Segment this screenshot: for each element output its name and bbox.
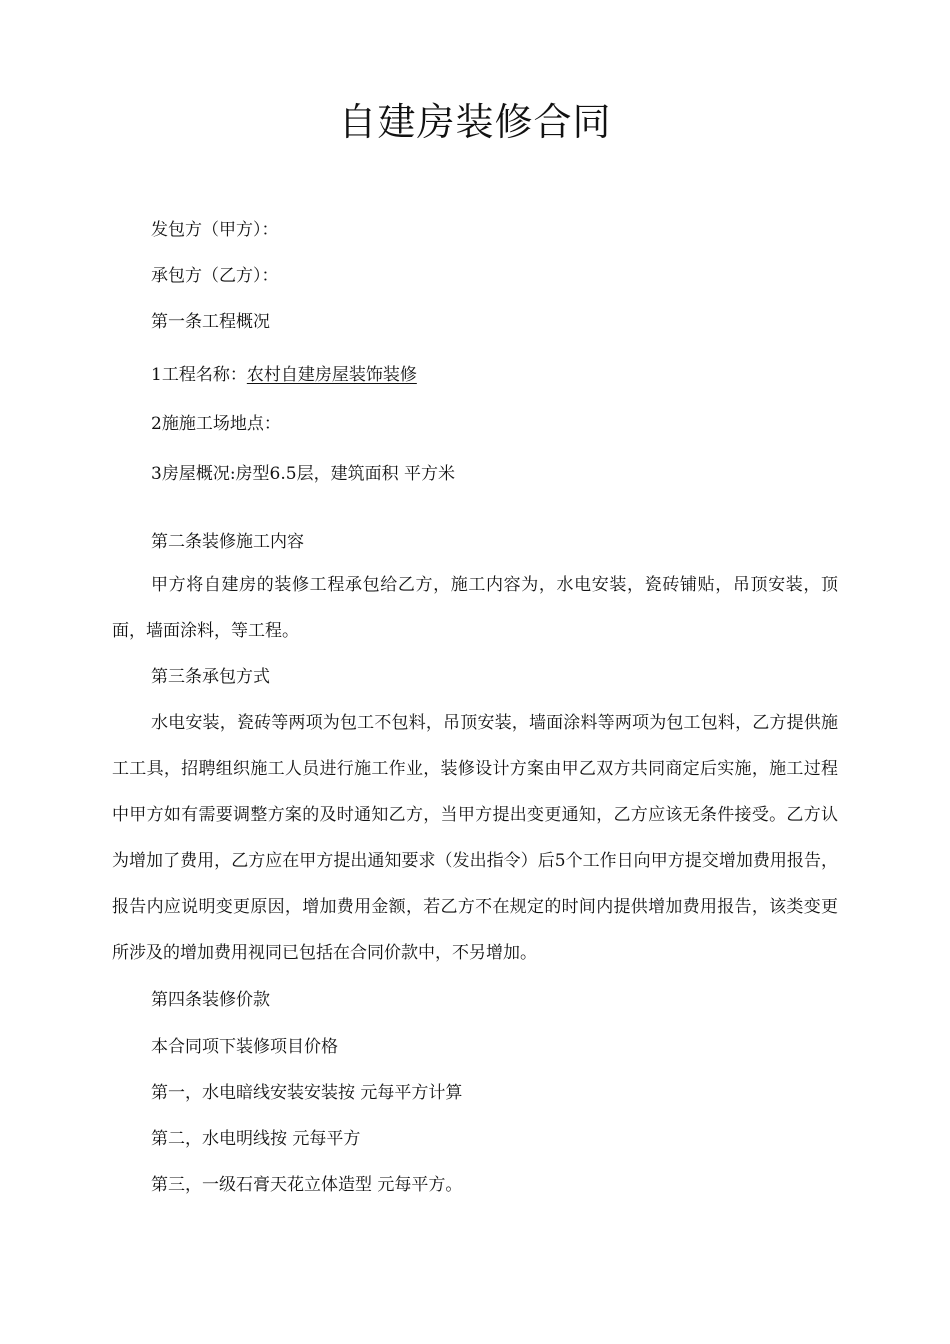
article-1-item-2: 2施施工场地点： [151,414,281,434]
article-4-item-3: 第三，一级石膏天花立体造型 元每平方。 [151,1175,463,1195]
article-2-heading: 第二条装修施工内容 [151,532,304,552]
article-4-item-1: 第一，水电暗线安装安装按 元每平方计算 [151,1083,463,1103]
document-title: 自建房装修合同 [338,100,612,144]
article-4-item-2: 第二，水电明线按 元每平方 [151,1129,361,1149]
project-name-label: 1工程名称： [151,365,247,385]
article-3-heading: 第三条承包方式 [151,667,270,687]
article-3-body: 水电安装，瓷砖等两项为包工不包料，吊顶安装，墙面涂料等两项为包工包料，乙方提供施工工具，招聘组织施工人员进行施工作业，装修设计方案由甲乙双方共同商定后实施，施工过程中甲方如有需要调整方案的及时通知乙方，当甲方提出变更通知，乙方应该无条件接受。乙方认为增加了费用，乙方应在甲方提出通知要求（发出指令）后5个工作日向甲方提交增加费用报告，报告内应说明变更原因，增加费用金额，若乙方不在规定的时间内提供增加费用报告，该类变更所涉及的增加费用视同已包括在合同价款中，不另增加。 [112,713,838,963]
article-2-body: 甲方将自建房的装修工程承包给乙方，施工内容为，水电安装，瓷砖铺贴，吊顶安装，顶面，墙面涂料，等工程。 [112,575,838,641]
article-4-intro: 本合同项下装修项目价格 [151,1037,338,1057]
party-a-line: 发包方（甲方）： [151,220,279,240]
article-1-item-1 [151,363,417,387]
party-b-line: 承包方（乙方）： [151,266,279,286]
article-1-item-3: 3房屋概况:房型6.5层，建筑面积 平方米 [151,464,455,484]
project-name-value: 农村自建房屋装饰装修 [246,365,417,385]
article-1-heading: 第一条工程概况 [151,312,270,332]
article-4-heading: 第四条装修价款 [151,990,270,1010]
